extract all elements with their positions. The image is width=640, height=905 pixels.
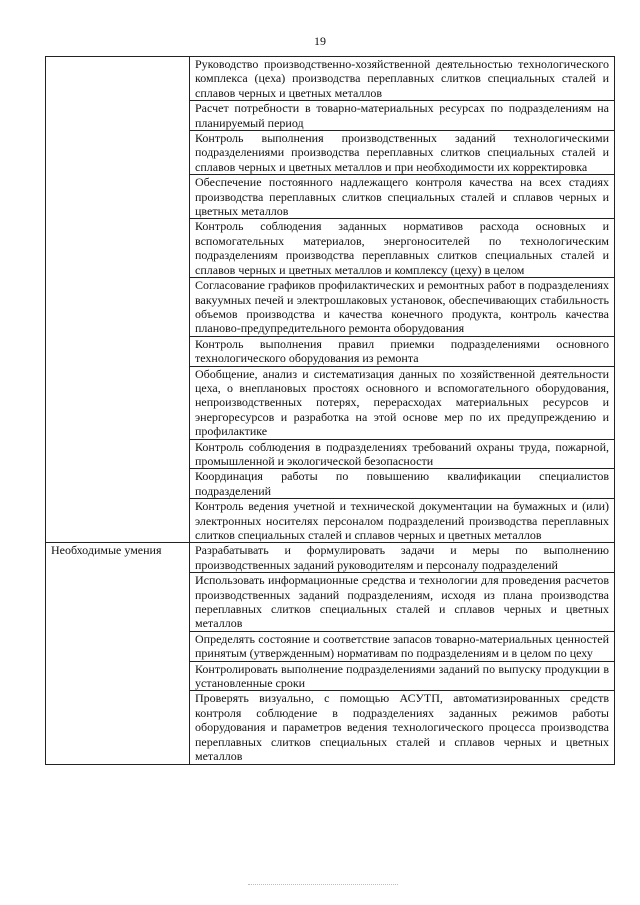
table-cell: Определять состояние и соответствие запасов товарно-материальных ценностей принятым (утвержденным) нормативам по подразделениям и в целом по цеху xyxy=(190,631,615,661)
table-cell: Контроль соблюдения заданных нормативов расхода основных и вспомогательных материалов, энергоносителей по технологическим подразделениям производства переплавных слитков специальных сталей и сплавов черных и цветных металлов и комплексу (цеху) в целом xyxy=(190,219,615,278)
table-cell: Контроль соблюдения в подразделениях требований охраны труда, пожарной, промышленной и экологической безопасности xyxy=(190,439,615,469)
table-cell: Проверять визуально, с помощью АСУТП, автоматизированных средств контроля соблюдение в подразделениях заданных режимов работы оборудования и параметров ведения технологического процесса производства переплавных слитков специальных сталей и сплавов черных и цветных металлов xyxy=(190,691,615,764)
table-cell: Обеспечение постоянного надлежащего контроля качества на всех стадиях производства переплавных слитков специальных сталей и сплавов черных и цветных металлов xyxy=(190,175,615,219)
specification-table-body xyxy=(46,57,615,765)
table-cell: Координация работы по повышению квалификации специалистов подразделений xyxy=(190,469,615,499)
scan-artifact-line xyxy=(248,884,398,888)
table-cell: Согласование графиков профилактических и ремонтных работ в подразделениях вакуумных печей и электрошлаковых установок, обеспечивающих стабильность объемов производства и качества конечного продукта, контроль качества планово-предупредительного ремонта оборудования xyxy=(190,278,615,337)
section-label: Необходимые умения xyxy=(46,543,190,764)
table-row xyxy=(46,543,615,573)
table-cell: Контроль выполнения правил приемки подразделениями основного технологического оборудования из ремонта xyxy=(190,336,615,366)
table-row xyxy=(46,57,615,101)
table-cell: Контроль выполнения производственных заданий технологическими подразделениями производства переплавных слитков специальных сталей и сплавов черных и цветных металлов и при необходимости их корректировка xyxy=(190,131,615,175)
table-cell: Руководство производственно-хозяйственной деятельностью технологического комплекса (цеха) производства переплавных слитков специальных сталей и сплавов черных и цветных металлов xyxy=(190,57,615,101)
page-number: 19 xyxy=(314,34,326,48)
table-cell: Контролировать выполнение подразделениями заданий по выпуску продукции в установленные сроки xyxy=(190,661,615,691)
section-label xyxy=(46,57,190,543)
table-cell: Контроль ведения учетной и технической документации на бумажных и (или) электронных носителях персоналом подразделений производства переплавных слитков специальных сталей и сплавов черных и цветных металлов xyxy=(190,499,615,543)
table-cell: Использовать информационные средства и технологии для проведения расчетов производственных заданий подразделениям, исходя из плана производства переплавных слитков специальных сталей и сплавов черных и цветных металлов xyxy=(190,573,615,632)
table-cell: Разрабатывать и формулировать задачи и меры по выполнению производственных заданий руководителям и персоналу подразделений xyxy=(190,543,615,573)
table-cell: Обобщение, анализ и систематизация данных по хозяйственной деятельности цеха, о внеплановых простоях основного и вспомогательного оборудования, непроизводственных потерях, перерасходах материальных ресурсов и энергоресурсов и разработка на этой основе мер по их предупреждению и профилактике xyxy=(190,366,615,439)
table-cell: Расчет потребности в товарно-материальных ресурсах по подразделениям на планируемый период xyxy=(190,101,615,131)
specification-table xyxy=(45,56,615,765)
